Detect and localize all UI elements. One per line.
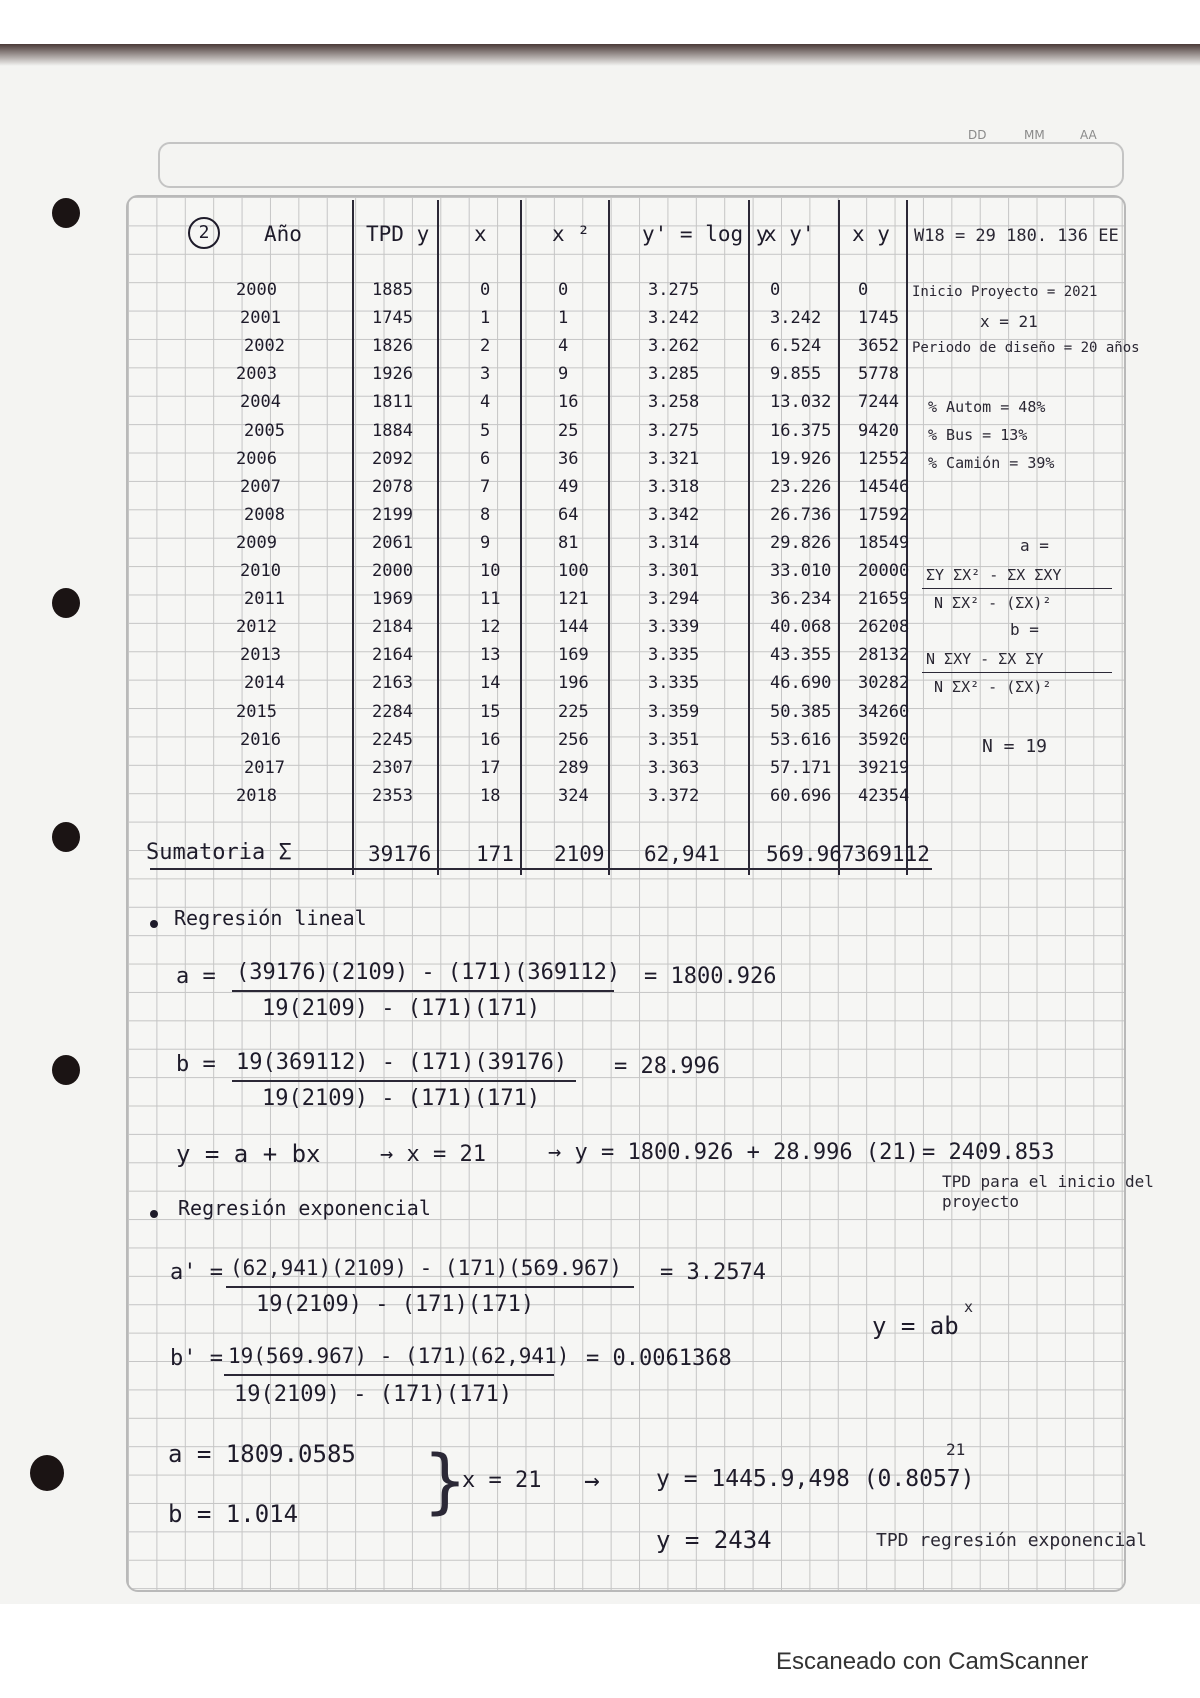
table-cell: 121 [558, 589, 589, 610]
table-cell: 2307 [372, 757, 413, 778]
table-cell: 10 [480, 561, 501, 581]
exp-a-numerator: (62,941)(2109) - (171)(569.967) [230, 1256, 622, 1280]
linear-a-label: a = [176, 964, 216, 989]
totals-cell: 2109 [554, 842, 605, 866]
table-cell: 0 [770, 280, 781, 300]
table-cell: 3.321 [648, 448, 700, 469]
table-cell: 3.275 [648, 420, 700, 441]
exp-x-substitution: x = 21 [462, 1468, 542, 1493]
table-cell: 2 [480, 336, 491, 357]
table-cell: 1 [480, 308, 491, 329]
table-cell: 16.375 [770, 420, 832, 441]
table-cell: 13 [480, 645, 501, 666]
table-cell: 5 [480, 420, 491, 441]
table-divider [520, 200, 522, 875]
fraction-bar [922, 588, 1112, 589]
table-cell: 3652 [858, 336, 899, 357]
table-cell: 3.258 [648, 392, 700, 413]
table-cell: 49 [558, 476, 579, 497]
exp-y-calculation: y = 1445.9,498 (0.8057) [656, 1466, 975, 1492]
autom-percent-note: % Autom = 48% [928, 398, 1046, 416]
table-cell: 3.301 [648, 561, 700, 581]
bullet [150, 920, 158, 928]
table-cell: 2007 [240, 476, 281, 497]
table-cell: 3.359 [648, 701, 700, 722]
table-cell: 2000 [236, 280, 277, 300]
table-cell: 13.032 [770, 392, 832, 413]
header-box [158, 142, 1124, 188]
table-cell: 9 [480, 532, 491, 553]
table-cell: 14 [480, 673, 501, 694]
table-cell: 6 [480, 448, 491, 469]
table-cell: 43.355 [770, 645, 832, 666]
table-cell: 3.314 [648, 532, 700, 553]
table-cell: 2018 [236, 785, 277, 806]
table-header: TPD y [366, 222, 430, 246]
table-cell: 4 [480, 392, 491, 413]
table-cell: 2009 [236, 532, 277, 553]
linear-result-note: TPD para el inicio del proyecto [942, 1172, 1154, 1211]
table-header: y' = log y [642, 222, 769, 246]
binder-hole [30, 1455, 64, 1491]
x-value-note: x = 21 [980, 312, 1038, 331]
table-divider [437, 200, 439, 875]
exp-a-result: = 3.2574 [660, 1260, 766, 1285]
table-cell: 2184 [372, 617, 413, 638]
table-cell: 7244 [858, 392, 899, 413]
b-formula-denominator: N ΣX² - (ΣX)² [934, 678, 1052, 696]
problem-number: 2 [188, 217, 220, 249]
exp-y-exponent: 21 [946, 1440, 966, 1459]
table-cell: 33.010 [770, 561, 832, 581]
table-cell: 34260 [858, 701, 910, 722]
linear-y-result: = 2409.853 [922, 1140, 1055, 1165]
linear-b-result: = 28.996 [614, 1054, 720, 1079]
table-cell: 40.068 [770, 617, 832, 638]
table-cell: 100 [558, 561, 589, 581]
b-formula-numerator: N ΣXY - ΣX ΣY [926, 650, 1044, 668]
table-cell: 42354 [858, 785, 910, 806]
table-cell: 36.234 [770, 589, 832, 610]
table-cell: 2002 [244, 336, 285, 357]
table-cell: 26.736 [770, 504, 832, 525]
table-header: x [474, 222, 487, 246]
linear-model-equation: y = a + bx [176, 1140, 321, 1168]
totals-cell: 569.967 [766, 842, 855, 866]
brace-icon: } [424, 1440, 467, 1522]
n-value-note: N = 19 [982, 736, 1048, 757]
table-cell: 19.926 [770, 448, 832, 469]
table-cell: 1 [558, 308, 569, 329]
table-cell: 2008 [244, 504, 285, 525]
table-cell: 17 [480, 757, 501, 778]
table-cell: 46.690 [770, 673, 832, 694]
linear-b-label: b = [176, 1052, 216, 1077]
exp-b-denominator: 19(2109) - (171)(171) [234, 1382, 513, 1407]
table-cell: 39219 [858, 757, 910, 778]
b-formula-label: b = [1010, 620, 1039, 639]
table-cell: 53.616 [770, 729, 832, 750]
table-cell: 60.696 [770, 785, 832, 806]
table-divider [608, 200, 610, 875]
fraction-bar [232, 1080, 576, 1082]
table-cell: 12 [480, 617, 501, 638]
table-cell: 2078 [372, 476, 413, 497]
table-cell: 21659 [858, 589, 910, 610]
linear-a-numerator: (39176)(2109) - (171)(369112) [236, 960, 621, 985]
exp-model-equation: y = ab [872, 1312, 959, 1340]
table-header: x y' [764, 222, 815, 246]
table-cell: 0 [858, 280, 869, 300]
table-cell: 324 [558, 785, 589, 806]
bullet [150, 1210, 158, 1218]
table-cell: 0 [480, 280, 491, 300]
exp-a-denominator: 19(2109) - (171)(171) [256, 1292, 535, 1317]
table-cell: 2012 [236, 617, 277, 638]
exp-b-result: = 0.0061368 [586, 1346, 732, 1371]
table-cell: 20000 [858, 561, 910, 581]
table-cell: 23.226 [770, 476, 832, 497]
table-cell: 4 [558, 336, 569, 357]
table-cell: 2016 [240, 729, 281, 750]
table-cell: 11 [480, 589, 501, 610]
arrow-icon: → [584, 1466, 600, 1496]
exp-model-exponent: x [964, 1298, 974, 1316]
table-cell: 15 [480, 701, 501, 722]
table-cell: 2092 [372, 448, 413, 469]
binder-hole [52, 1055, 80, 1085]
table-cell: 1745 [372, 308, 413, 329]
table-header: Año [264, 222, 302, 246]
binder-hole [52, 822, 80, 852]
fraction-bar [232, 990, 614, 992]
table-cell: 8 [480, 504, 491, 525]
table-cell: 26208 [858, 617, 910, 638]
table-cell: 9.855 [770, 364, 822, 385]
date-year-label: AA [1080, 128, 1097, 142]
table-cell: 2014 [244, 673, 285, 694]
table-cell: 29.826 [770, 532, 832, 553]
table-cell: 2245 [372, 729, 413, 750]
exp-b-numerator: 19(569.967) - (171)(62,941) [228, 1344, 570, 1368]
table-cell: 2000 [372, 561, 413, 581]
table-cell: 50.385 [770, 701, 832, 722]
fraction-bar [226, 1286, 634, 1288]
table-cell: 3.335 [648, 673, 700, 694]
table-header: x y [852, 222, 890, 246]
table-cell: 28132 [858, 645, 910, 666]
a-formula-denominator: N ΣX² - (ΣX)² [934, 594, 1052, 612]
exponential-regression-title: Regresión exponencial [178, 1196, 431, 1220]
fraction-bar [922, 672, 1112, 673]
bus-percent-note: % Bus = 13% [928, 426, 1028, 444]
table-cell: 2004 [240, 392, 281, 413]
table-cell: 1926 [372, 364, 413, 385]
table-cell: 2013 [240, 645, 281, 666]
binder-hole [52, 198, 80, 228]
exp-a-label: a' = [170, 1260, 223, 1285]
table-cell: 2284 [372, 701, 413, 722]
table-cell: 9420 [858, 420, 899, 441]
table-cell: 36 [558, 448, 579, 469]
table-cell: 18 [480, 785, 501, 806]
table-cell: 256 [558, 729, 589, 750]
table-cell: 12552 [858, 448, 910, 469]
table-cell: 0 [558, 280, 569, 300]
table-cell: 3.342 [648, 504, 700, 525]
linear-b-denominator: 19(2109) - (171)(171) [262, 1086, 541, 1111]
table-cell: 5778 [858, 364, 899, 385]
table-cell: 2164 [372, 645, 413, 666]
table-cell: 81 [558, 532, 579, 553]
table-cell: 2001 [240, 308, 281, 329]
project-start-note: Inicio Proyecto = 2021 [912, 284, 1098, 300]
table-cell: 3.372 [648, 785, 700, 806]
table-cell: 2163 [372, 673, 413, 694]
table-cell: 3.351 [648, 729, 700, 750]
table-cell: 169 [558, 645, 589, 666]
table-cell: 3 [480, 364, 491, 385]
table-cell: 1811 [372, 392, 413, 413]
table-cell: 2011 [244, 589, 285, 610]
table-divider [352, 200, 354, 875]
truck-percent-note: % Camión = 39% [928, 454, 1055, 472]
table-divider [748, 200, 750, 875]
totals-underline [150, 868, 932, 870]
table-cell: 1969 [372, 589, 413, 610]
table-cell: 2061 [372, 532, 413, 553]
exp-y-result: y = 2434 [656, 1526, 772, 1554]
linear-y-calculation: → y = 1800.926 + 28.996 (21) [548, 1140, 919, 1165]
linear-x-substitution: → x = 21 [380, 1142, 486, 1167]
w18-note: W18 = 29 180. 136 EE [914, 226, 1119, 246]
exp-b-label: b' = [170, 1346, 223, 1371]
table-cell: 1745 [858, 308, 899, 329]
scanner-watermark: Escaneado con CamScanner [776, 1648, 1089, 1675]
exp-a-final: a = 1809.0585 [168, 1440, 356, 1468]
table-cell: 3.363 [648, 757, 700, 778]
table-cell: 289 [558, 757, 589, 778]
table-cell: 196 [558, 673, 589, 694]
totals-cell: 39176 [368, 842, 432, 866]
table-cell: 225 [558, 701, 589, 722]
a-formula-label: a = [1020, 536, 1049, 555]
table-divider [838, 200, 840, 875]
table-cell: 2003 [236, 364, 277, 385]
table-cell: 1885 [372, 280, 413, 300]
fraction-bar [224, 1374, 554, 1376]
table-cell: 3.262 [648, 336, 700, 357]
table-cell: 2010 [240, 561, 281, 581]
linear-a-denominator: 19(2109) - (171)(171) [262, 996, 541, 1021]
table-cell: 57.171 [770, 757, 832, 778]
table-cell: 64 [558, 504, 579, 525]
design-period-note: Periodo de diseño = 20 años [912, 340, 1140, 356]
table-cell: 3.242 [648, 308, 700, 329]
table-cell: 2015 [236, 701, 277, 722]
table-cell: 3.335 [648, 645, 700, 666]
table-cell: 30282 [858, 673, 910, 694]
exp-b-final: b = 1.014 [168, 1500, 299, 1528]
table-cell: 6.524 [770, 336, 822, 357]
linear-a-result: = 1800.926 [644, 964, 777, 989]
table-cell: 9 [558, 364, 569, 385]
a-formula-numerator: ΣY ΣX² - ΣX ΣXY [926, 566, 1062, 584]
totals-cell: 62,941 [644, 842, 720, 866]
totals-cell: 171 [476, 842, 514, 866]
table-cell: 25 [558, 420, 579, 441]
linear-b-numerator: 19(369112) - (171)(39176) [236, 1050, 568, 1075]
date-month-label: MM [1024, 128, 1045, 142]
table-cell: 3.339 [648, 617, 700, 638]
table-cell: 17592 [858, 504, 910, 525]
table-cell: 1884 [372, 420, 413, 441]
table-cell: 3.275 [648, 280, 700, 300]
scan-edge-shadow [0, 44, 1200, 66]
table-cell: 16 [480, 729, 501, 750]
table-cell: 3.285 [648, 364, 700, 385]
table-cell: 2353 [372, 785, 413, 806]
table-cell: 3.294 [648, 589, 700, 610]
table-cell: 2199 [372, 504, 413, 525]
linear-regression-title: Regresión lineal [174, 906, 367, 930]
table-header: x ² [552, 222, 590, 246]
table-cell: 1826 [372, 336, 413, 357]
table-cell: 35920 [858, 729, 910, 750]
table-cell: 144 [558, 617, 589, 638]
table-cell: 3.318 [648, 476, 700, 497]
totals-cell: 369112 [854, 842, 930, 866]
table-cell: 2006 [236, 448, 277, 469]
table-cell: 2005 [244, 420, 285, 441]
table-cell: 14546 [858, 476, 910, 497]
date-day-label: DD [968, 128, 987, 142]
binder-hole [52, 588, 80, 618]
exp-result-note: TPD regresión exponencial [876, 1530, 1147, 1551]
table-cell: 18549 [858, 532, 910, 553]
table-cell: 7 [480, 476, 491, 497]
table-cell: 16 [558, 392, 579, 413]
table-cell: 3.242 [770, 308, 822, 329]
totals-label: Sumatoria Σ [146, 840, 292, 865]
table-cell: 2017 [244, 757, 285, 778]
